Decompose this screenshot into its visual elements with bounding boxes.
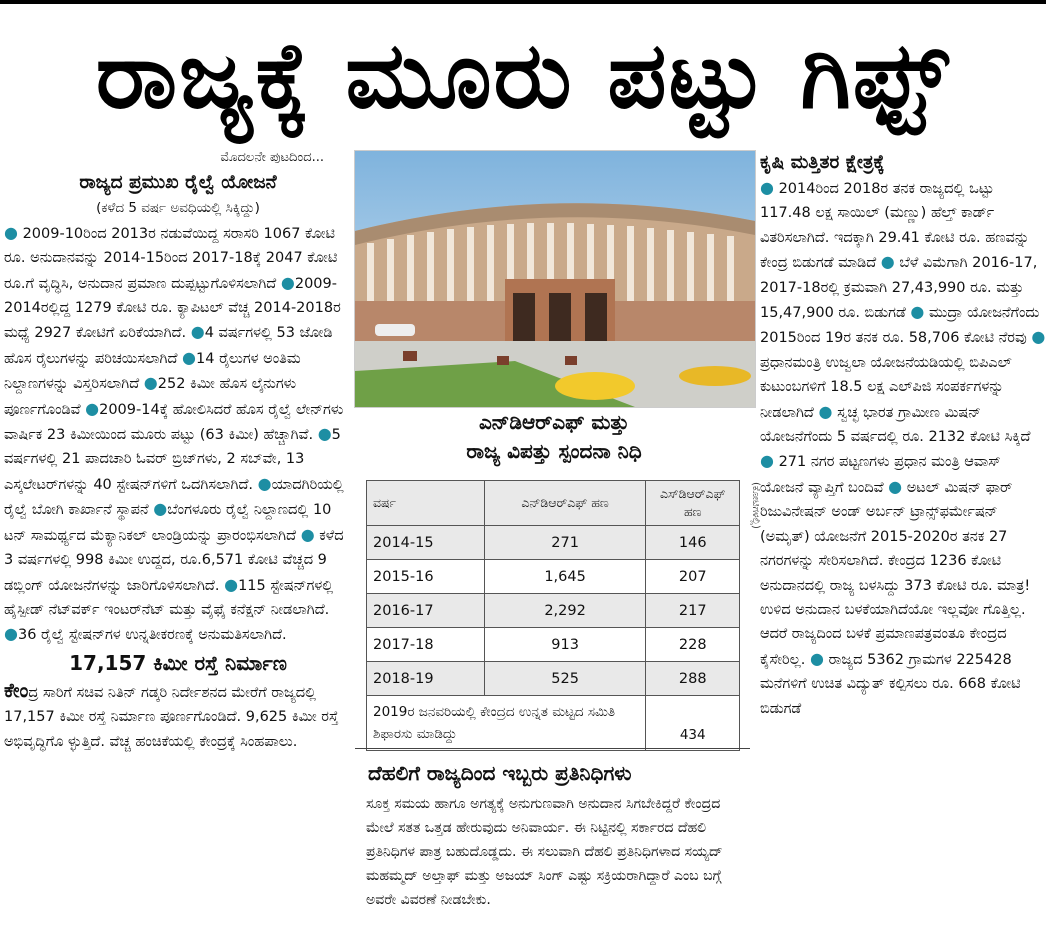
- table-title-line-2: ರಾಜ್ಯ ವಿಪತ್ತು ಸ್ಪಂದನಾ ನಿಧಿ: [466, 439, 642, 463]
- bullet-icon: ●: [257, 473, 272, 493]
- cell-sdrf: 228: [646, 628, 740, 662]
- railway-item: 4 ವರ್ಷಗಳಲ್ಲಿ 53 ಜೋಡಿ ಹೊಸ ರೈಲುಗಳನ್ನು ಪರಿಚಯಿಸಲಾಗಿದೆ: [4, 325, 333, 367]
- bullet-icon: ●: [1031, 327, 1046, 347]
- bullet-icon: ●: [818, 401, 833, 421]
- table-row: [367, 526, 740, 560]
- relief-fund-table: [366, 480, 740, 751]
- delhi-article-title: ದೆಹಲಿಗೆ ರಾಜ್ಯದಿಂದ ಇಬ್ಬರು ಪ್ರತಿನಿಧಿಗಳು: [368, 761, 632, 785]
- agri-items: [760, 176, 1046, 721]
- table-row: [367, 662, 740, 696]
- cell-ndrf: 271: [484, 526, 646, 560]
- continued-note: ಮೊದಲನೇ ಪುಟದಿಂದ...: [220, 150, 324, 165]
- agri-item: ಪ್ರಧಾನಮಂತ್ರಿ ಉಜ್ವಲಾ ಯೋಜನೆಯಡಿಯಲ್ಲಿ ಬಿಪಿಎಲ್ ಕುಟುಂಬಗಳಿಗೆ 18.5 ಲಕ್ಷ ಎಲ್‌ಪಿಜಿ ಸಂಪರ್ಕಗಳನ್ನು ನೀಡಲಾಗಿದೆ: [760, 354, 1012, 421]
- railway-item: 14 ರೈಲುಗಳ ಅಂತಿಮ ನಿಲ್ದಾಣಗಳನ್ನು ವಿಸ್ತರಿಸಲಾಗಿದೆ: [4, 350, 301, 393]
- railway-item: ಯಾದಗಿರಿಯಲ್ಲಿ ರೈಲ್ವೆ ಬೋಗಿ ಕಾರ್ಖಾನೆ ಸ್ಥಾಪನೆ: [4, 476, 344, 519]
- railway-item: 5 ವರ್ಷಗಳಲ್ಲಿ 21 ಪಾದಚಾರಿ ಓವರ್ ಬ್ರಿಜ್‌ಗಳು, 2 ಸಬ್‌ವೇ, 13 ಎಸ್ಕಲೇಟರ್‌ಗಳನ್ನು 40 ಸ್ಟೇಷನ್‌ಗಳಿಗೆ ಒದಗಿಸಲಾಗಿದೆ.: [4, 427, 341, 493]
- cell-sdrf: 217: [646, 594, 740, 628]
- railway-items: [4, 221, 352, 648]
- bullet-icon: ●: [4, 624, 18, 644]
- agri-item: 2014ರಿಂದ 2018ರ ತನಕ ರಾಜ್ಯದಲ್ಲಿ ಒಟ್ಟು 117.48 ಲಕ್ಷ ಸಾಯಿಲ್ (ಮಣ್ಣು) ಹೆಲ್ತ್ ಕಾರ್ಡ್ ವಿತರಿಸಲಾಗಿದೆ. ಇದಕ್ಕಾಗಿ 29.41 ಕೋಟಿ ರೂ. ಹಣವನ್ನು ಕೇಂದ್ರ ಬಿಡುಗಡೆ ಮಾಡಿದೆ: [760, 181, 1030, 272]
- table-header-row: [367, 481, 740, 526]
- bullet-icon: ●: [880, 252, 895, 272]
- railway-item: ಬೆಂಗಳೂರು ರೈಲ್ವೆ ನಿಲ್ದಾಣದಲ್ಲಿ 10 ಟನ್ ಸಾಮರ್ಥ್ಯದ ಮೆಕ್ಯಾನಿಕಲ್ ಲಾಂಡ್ರಿಯನ್ನು ಪ್ರಾರಂಭಿಸಲಾಗಿದೆ: [4, 502, 332, 544]
- cell-year: 2015-16: [367, 560, 485, 594]
- table-row: [367, 628, 740, 662]
- top-rule: [0, 0, 1046, 4]
- cell-ndrf: 525: [484, 662, 646, 696]
- railway-item: 2009-14ಕ್ಕೆ ಹೋಲಿಸಿದರೆ ಹೊಸ ರೈಲ್ವೆ ಲೇನ್‌ಗಳು ವಾರ್ಷಿಕ 23 ಕಿಮೀಯಿಂದ ಮೂರು ಪಟ್ಟು (63 ಕಿಮೀ) ಹೆಚ್ಚಾಗಿವೆ.: [4, 401, 344, 444]
- cell-sdrf: 146: [646, 526, 740, 560]
- road-drop-letter: ಕೇಂ: [4, 677, 29, 702]
- table-row: [367, 594, 740, 628]
- cell-year: 2014-15: [367, 526, 485, 560]
- railway-item: 2009-10ರಿಂದ 2013ರ ನಡುವೆಯಿದ್ದ ಸರಾಸರಿ 1067 ಕೋಟಿ ರೂ. ಅನುದಾನವನ್ನು 2014-15ರಿಂದ 2017-18ಕ್ಕೆ 2047 ಕೋಟಿ ರೂ.ಗೆ ವೃದ್ಧಿಸಿ, ಅನುದಾನ ಪ್ರಮಾಣ ದುಪ್ಪಟ್ಟುಗೊಳಿಸಲಾಗಿದೆ: [4, 225, 338, 292]
- agri-item: ಸ್ವಚ್ಛ ಭಾರತ ಗ್ರಾಮೀಣ ಮಿಷನ್ ಯೋಜನೆಗೆಂದು 5 ವರ್ಷದಲ್ಲಿ ರೂ. 2132 ಕೋಟಿ ಸಿಕ್ಕಿದೆ: [760, 404, 1031, 446]
- table-title-line-1: ಎನ್‌ಡಿಆರ್‌ಎಫ್ ಮತ್ತು: [478, 410, 630, 434]
- bullet-icon: ●: [760, 451, 774, 471]
- parliament-building-image: [355, 151, 755, 407]
- railway-item: 36 ರೈಲ್ವೆ ಸ್ಟೇಷನ್‌ಗಳ ಉನ್ನತೀಕರಣಕ್ಕೆ ಅನುಮತಿಸಲಾಗಿದೆ.: [17, 627, 287, 644]
- bullet-icon: ●: [810, 648, 824, 668]
- right-column: [760, 150, 1046, 944]
- railway-item: ಕಳೆದ 3 ವರ್ಷಗಳಲ್ಲಿ 998 ಕಿಮೀ ಉದ್ದದ, ರೂ.6,571 ಕೋಟಿ ವೆಚ್ಚದ 9 ಡಬ್ಲಿಂಗ್ ಯೋಜನೆಗಳನ್ನು ಜಾರಿಗೊಳಿಸಲಾಗಿದೆ.: [4, 527, 344, 594]
- agri-section-title: ಕೃಷಿ ಮತ್ತಿತರ ಕ್ಷೇತ್ರಕ್ಕೆ: [760, 152, 885, 173]
- bullet-icon: ●: [153, 499, 168, 519]
- bullet-icon: ●: [143, 373, 158, 393]
- parliament-photo: [354, 150, 756, 408]
- bullet-icon: ●: [224, 574, 239, 594]
- railway-item: 2009-2014ರಲ್ಲಿದ್ದ 1279 ಕೋಟಿ ರೂ. ಕ್ಯಾಪಿಟಲ್ ವೆಚ್ಚ 2014-2018ರ ಮಧ್ಯೆ 2927 ಕೋಟಿಗೆ ಏರಿಕೆಯಾಗಿದೆ.: [4, 275, 341, 342]
- cell-sdrf: 207: [646, 560, 740, 594]
- bullet-icon: ●: [4, 222, 18, 242]
- cell-year: 2017-18: [367, 628, 485, 662]
- article-divider: [355, 748, 750, 749]
- agri-item: ಅಟಲ್ ಮಿಷನ್ ಫಾರ್ ರಿಜುವಿನೇಷನ್ ಅಂಡ್ ಅರ್ಬನ್ ಟ್ರಾನ್ಸ್‌ಫರ್ಮೇಷನ್ (ಅಮೃತ್) ಯೋಜನೆಗೆ 2015-2020ರ ತನಕ 27 ನಗರಗಳನ್ನು ಸೇರಿಸಲಾಗಿದೆ. ಕೇಂದ್ರದ 1236 ಕೋಟಿ ಅನುದಾನದಲ್ಲಿ ರಾಜ್ಯ ಬಳಸಿದ್ದು 373 ಕೋಟಿ ರೂ. ಮಾತ್ರ! ಉಳಿದ ಅನುದಾನ ಬಳಕೆಯಾಗಿದೆಯೋ ಇಲ್ಲವೋ ಗೊತ್ತಿಲ್ಲ. ಆದರೆ ರಾಜ್ಯದಿಂದ ಬಳಕೆ ಪ್ರಮಾಣಪತ್ರವಂತೂ ಕೇಂದ್ರದ ಕೈಸೇರಿಲ್ಲ.: [760, 479, 1031, 668]
- bullet-icon: ●: [888, 476, 903, 496]
- road-section-title: 17,157 ಕಿಮೀ ರಸ್ತೆ ನಿರ್ಮಾಣ: [69, 650, 287, 675]
- footer-value: 434: [646, 696, 740, 751]
- bullet-icon: ●: [182, 347, 197, 367]
- left-column: [4, 146, 352, 944]
- railway-section-note: (ಕಳೆದ 5 ವರ್ಷ ಅವಧಿಯಲ್ಲಿ ಸಿಕ್ಕಿದ್ದು): [96, 200, 260, 217]
- railway-section-title: ರಾಜ್ಯದ ಪ್ರಮುಖ ರೈಲ್ವೆ ಯೋಜನೆ: [79, 172, 277, 194]
- table-title: [358, 408, 750, 466]
- road-text: ದ್ರ ಸಾರಿಗೆ ಸಚಿವ ನಿತಿನ್ ಗಡ್ಕರಿ ನಿರ್ದೇಶನದ ಮೇರೆಗೆ ರಾಜ್ಯದಲ್ಲಿ 17,157 ಕಿಮೀ ರಸ್ತೆ ನಿರ್ಮಾಣ ಪೂರ್ಣಗೊಂಡಿದೆ. 9,625 ಕಿಮೀ ರಸ್ತೆ ಅಭಿವೃದ್ಧಿಗೊ ಳ್ಳುತ್ತಿದೆ. ವೆಚ್ಚ ಹಂಚಿಕೆಯಲ್ಲಿ ಕೇಂದ್ರಕ್ಕೆ ಸಿಂಹಪಾಲು.: [4, 684, 339, 750]
- agri-item: ಮುದ್ರಾ ಯೋಜನೆಗೆಂದು 2015ರಿಂದ 19ರ ತನಕ ರೂ. 58,706 ಕೋಟಿ ನೆರವು: [760, 305, 1040, 347]
- agri-item: ರಾಜ್ಯದ 5362 ಗ್ರಾಮಗಳ 225428 ಮನೆಗಳಿಗೆ ಉಚಿತ ವಿದ್ಯುತ್ ಕಲ್ಪಿಸಲು ರೂ. 668 ಕೋಟಿ ಬಿಡುಗಡೆ: [760, 651, 1021, 717]
- road-paragraph: [4, 678, 352, 754]
- cell-sdrf: 288: [646, 662, 740, 696]
- table-row: [367, 560, 740, 594]
- cell-ndrf: 1,645: [484, 560, 646, 594]
- agri-item: ಬೆಳೆ ವಿಮೆಗಾಗಿ 2016-17, 2017-18ರಲ್ಲಿ ಕ್ರಮವಾಗಿ 27,43,990 ರೂ. ಮತ್ತು 15,47,900 ರೂ. ಬಿಡುಗಡೆ: [760, 255, 1038, 322]
- page-headline: ರಾಜ್ಯಕ್ಕೆ ಮೂರು ಪಟ್ಟು ಗಿಫ್ಟ್: [95, 22, 951, 129]
- delhi-article-body: ಸೂಕ್ತ ಸಮಯ ಹಾಗೂ ಅಗತ್ಯಕ್ಕೆ ಅನುಗುಣವಾಗಿ ಅನುದಾನ ಸಿಗಬೇಕಿದ್ದರೆ ಕೇಂದ್ರದ ಮೇಲೆ ಸತತ ಒತ್ತಡ ಹೇರುವುದು ಅನಿವಾರ್ಯ. ಈ ನಿಟ್ಟಿನಲ್ಲಿ ಸರ್ಕಾರದ ದೆಹಲಿ ಪ್ರತಿನಿಧಿಗಳ ಪಾತ್ರ ಬಹುದೊಡ್ಡದು. ಈ ಸಲುವಾಗಿ ದೆಹಲಿ ಪ್ರತಿನಿಧಿಗಳಾದ ಸಯ್ಯದ್ ಮಹಮ್ಮದ್ ಅಲ್ತಾಫ್ ಮತ್ತು ಅಜಯ್ ಸಿಂಗ್ ಎಷ್ಟು ಸಕ್ರಿಯರಾಗಿದ್ದಾರೆ ಎಂಬ ಬಗ್ಗೆ ಅವರೇ ವಿವರಣೆ ನೀಡಬೇಕು.: [366, 796, 723, 908]
- bullet-icon: ●: [317, 424, 332, 444]
- col-header-year: ವರ್ಷ: [367, 481, 485, 526]
- footer-text: 2019ರ ಜನವರಿಯಲ್ಲಿ ಕೇಂದ್ರದ ಉನ್ನತ ಮಟ್ಟದ ಸಮಿತಿ ಶಿಫಾರಸು ಮಾಡಿದ್ದು: [367, 696, 646, 751]
- table-footer-row: [367, 696, 740, 751]
- col-header-ndrf: ಎನ್‌ಡಿಆರ್‌ಎಫ್ ಹಣ: [484, 481, 646, 526]
- table-unit-note: (ಕೋಟಿಗಳಲ್ಲಿ): [750, 482, 761, 529]
- cell-year: 2018-19: [367, 662, 485, 696]
- bullet-icon: ●: [280, 272, 295, 292]
- bullet-icon: ●: [300, 524, 315, 544]
- bullet-icon: ●: [910, 302, 925, 322]
- bullet-icon: ●: [190, 322, 205, 342]
- agri-item: 271 ನಗರ ಪಟ್ಟಣಗಳು ಪ್ರಧಾನ ಮಂತ್ರಿ ಆವಾಸ್ ಯೋಜನೆ ವ್ಯಾಪ್ತಿಗೆ ಬಂದಿವೆ: [760, 454, 1001, 496]
- railway-item: 252 ಕಿಮೀ ಹೊಸ ಲೈನುಗಳು ಪೂರ್ಣಗೊಂಡಿವೆ: [4, 376, 297, 418]
- col-header-sdrf: ಎಸ್‌ಡಿಆರ್‌ಎಫ್ ಹಣ: [646, 481, 740, 526]
- bullet-icon: ●: [85, 398, 100, 418]
- railway-item: 115 ಸ್ಟೇಷನ್‌ಗಳಲ್ಲಿ ಹೈಸ್ಪೀಡ್ ನೆಟ್‌ವರ್ಕ್ ಇಂಟರ್‌ನೆಟ್ ಮತ್ತು ವೈಫೈ ಕನೆಕ್ಷನ್ ನೀಡಲಾಗಿದೆ.: [4, 577, 334, 618]
- bullet-icon: ●: [760, 178, 774, 197]
- cell-ndrf: 913: [484, 628, 646, 662]
- cell-ndrf: 2,292: [484, 594, 646, 628]
- cell-year: 2016-17: [367, 594, 485, 628]
